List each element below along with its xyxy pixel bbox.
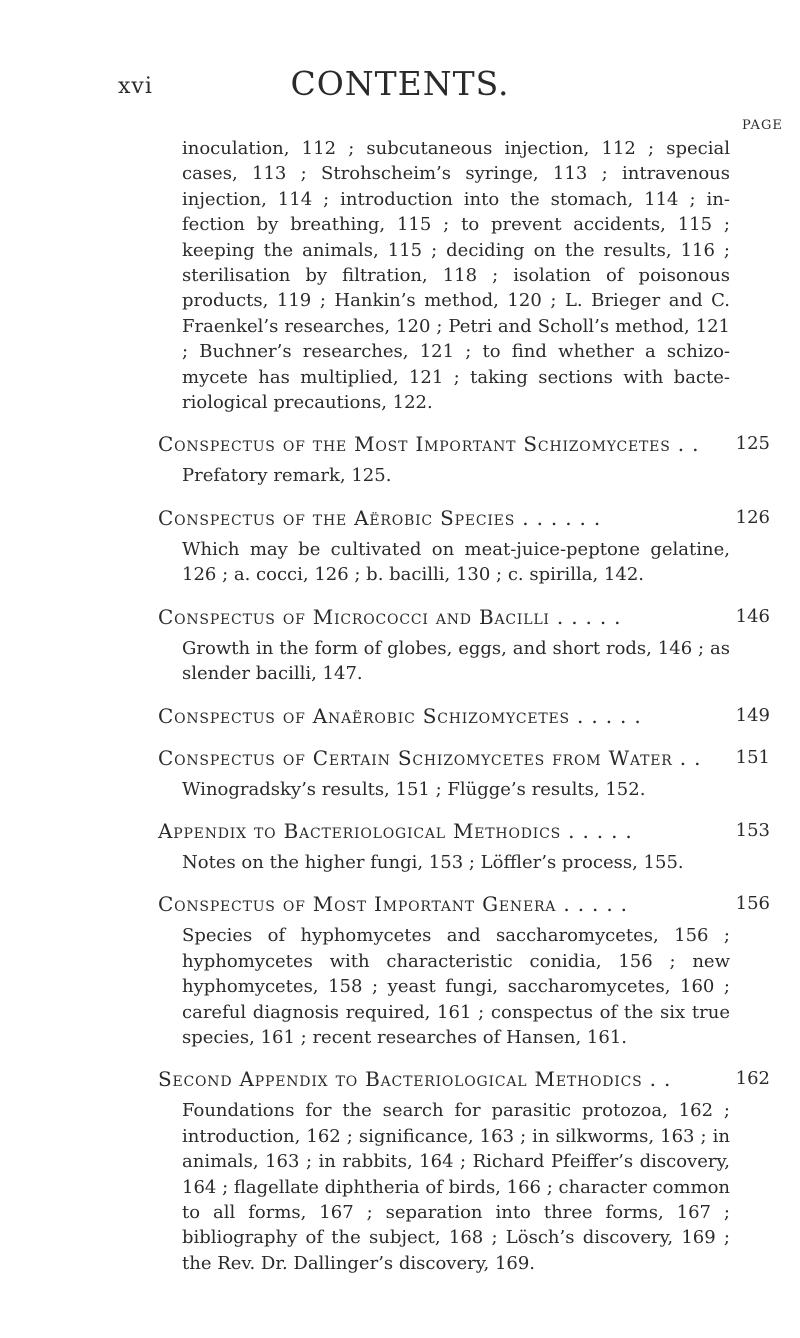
toc-entry-page: 149 [735, 704, 770, 726]
toc-entry-summary: Species of hyphomycetes and saccharomycetes, 156 ; hyphomycetes with characteristic conidia, 156 ; new hyphomycetes, 158 ; yeast fungi, saccharomycetes, 160 ; careful diagnosis required, 161 ; conspectus of the six true species, 161 ; recent researches of Hansen, 161. [182, 925, 730, 1048]
toc-entry-heading [158, 703, 770, 729]
toc-entry-summary: Prefatory remark, 125. [182, 465, 392, 487]
toc-entry [158, 1066, 770, 1276]
page-column-label: PAGE [742, 118, 783, 133]
toc-entry-heading [158, 891, 770, 917]
toc-entry-heading [158, 505, 770, 531]
toc-entry-heading [158, 818, 770, 844]
toc-entry [158, 818, 770, 875]
toc-entry-page: 162 [735, 1068, 770, 1090]
toc-entry [158, 745, 770, 802]
toc-entry [158, 431, 770, 488]
toc-entry-summary: Winogradsky’s results, 151 ; Flügge’s results, 152. [182, 778, 646, 800]
page-folio: xvi [118, 74, 153, 99]
toc-entry [158, 891, 770, 1050]
toc-entry-page: 151 [735, 746, 770, 768]
toc-entry-summary: Notes on the higher fungi, 153 ; Löffler’s process, 155. [182, 851, 684, 873]
toc-entry-page: 156 [735, 893, 770, 915]
toc-entry-heading [158, 604, 770, 630]
toc-entry [158, 604, 770, 687]
running-head [0, 64, 800, 104]
toc-entry-title: Conspectus of Anaërobic Schizomycetes . . . . . [158, 703, 642, 728]
toc-entry-summary: Growth in the form of globes, eggs, and short rods, 146 ; as slender bacilli, 147. [182, 637, 730, 685]
toc-entry-summary: Which may be cultivated on meat-juice-peptone gelatine, 126 ; a. cocci, 126 ; b. bacilli, 130 ; c. spirilla, 142. [182, 538, 730, 586]
continued-entry-text: inoculation, 112 ; subcutaneous injection, 112 ; special cases, 113 ; Strohscheim’s syringe, 113 ; intravenous injection, 114 ; introduction into the stomach, 114 ; infection by breathing, 115 ; to prevent accidents, 115 ; keeping the animals, 115 ; deciding on the results, 116 ; sterilisation by filtration, 118 ; isolation of poisonous products, 119 ; Hankin’s method, 120 ; L. Brieger and C. Fraenkel’s researches, 120 ; Petri and Scholl’s method, 121 ; Buchner’s researches, 121 ; to find whether a schizomycete has multiplied, 121 ; taking sections with bacteriological precautions, 122. [182, 138, 730, 414]
toc-entry-title: Conspectus of Most Important Genera . . . . . [158, 892, 628, 917]
toc-entry-page: 125 [735, 433, 770, 455]
page-title: CONTENTS. [290, 64, 510, 103]
contents-list [158, 136, 770, 1276]
toc-entry-title: Conspectus of the Aërobic Species . . . . . . [158, 505, 601, 530]
toc-entry-title: Conspectus of the Most Important Schizomycetes . . [158, 432, 700, 457]
toc-entry-title: Conspectus of Micrococci and Bacilli . . . . . [158, 604, 622, 629]
toc-entry-heading [158, 745, 770, 771]
toc-entry-title: Conspectus of Certain Schizomycetes from Water . . [158, 745, 702, 770]
toc-entry-heading [158, 431, 770, 457]
toc-entry-page: 146 [735, 605, 770, 627]
toc-entry-title: Second Appendix to Bacteriological Methodics . . [158, 1067, 672, 1092]
toc-entry [158, 505, 770, 588]
toc-entry [158, 703, 770, 729]
toc-entry-page: 126 [735, 506, 770, 528]
toc-entry-heading [158, 1066, 770, 1092]
toc-entry-title: Appendix to Bacteriological Methodics . . . . . [158, 818, 633, 843]
toc-entry-summary: Foundations for the search for parasitic protozoa, 162 ; introduction, 162 ; significance, 163 ; in silkworms, 163 ; in animals, 163 ; in rabbits, 164 ; Richard Pfeiffer’s discovery, 164 ; flagellate diphtheria of birds, 166 ; character common to all forms, 167 ; separation into three forms, 167 ; bibliography of the subject, 168 ; Lösch’s discovery, 169 ; the Rev. Dr. Dallinger’s discovery, 169. [182, 1100, 731, 1274]
toc-entry-page: 153 [735, 819, 770, 841]
